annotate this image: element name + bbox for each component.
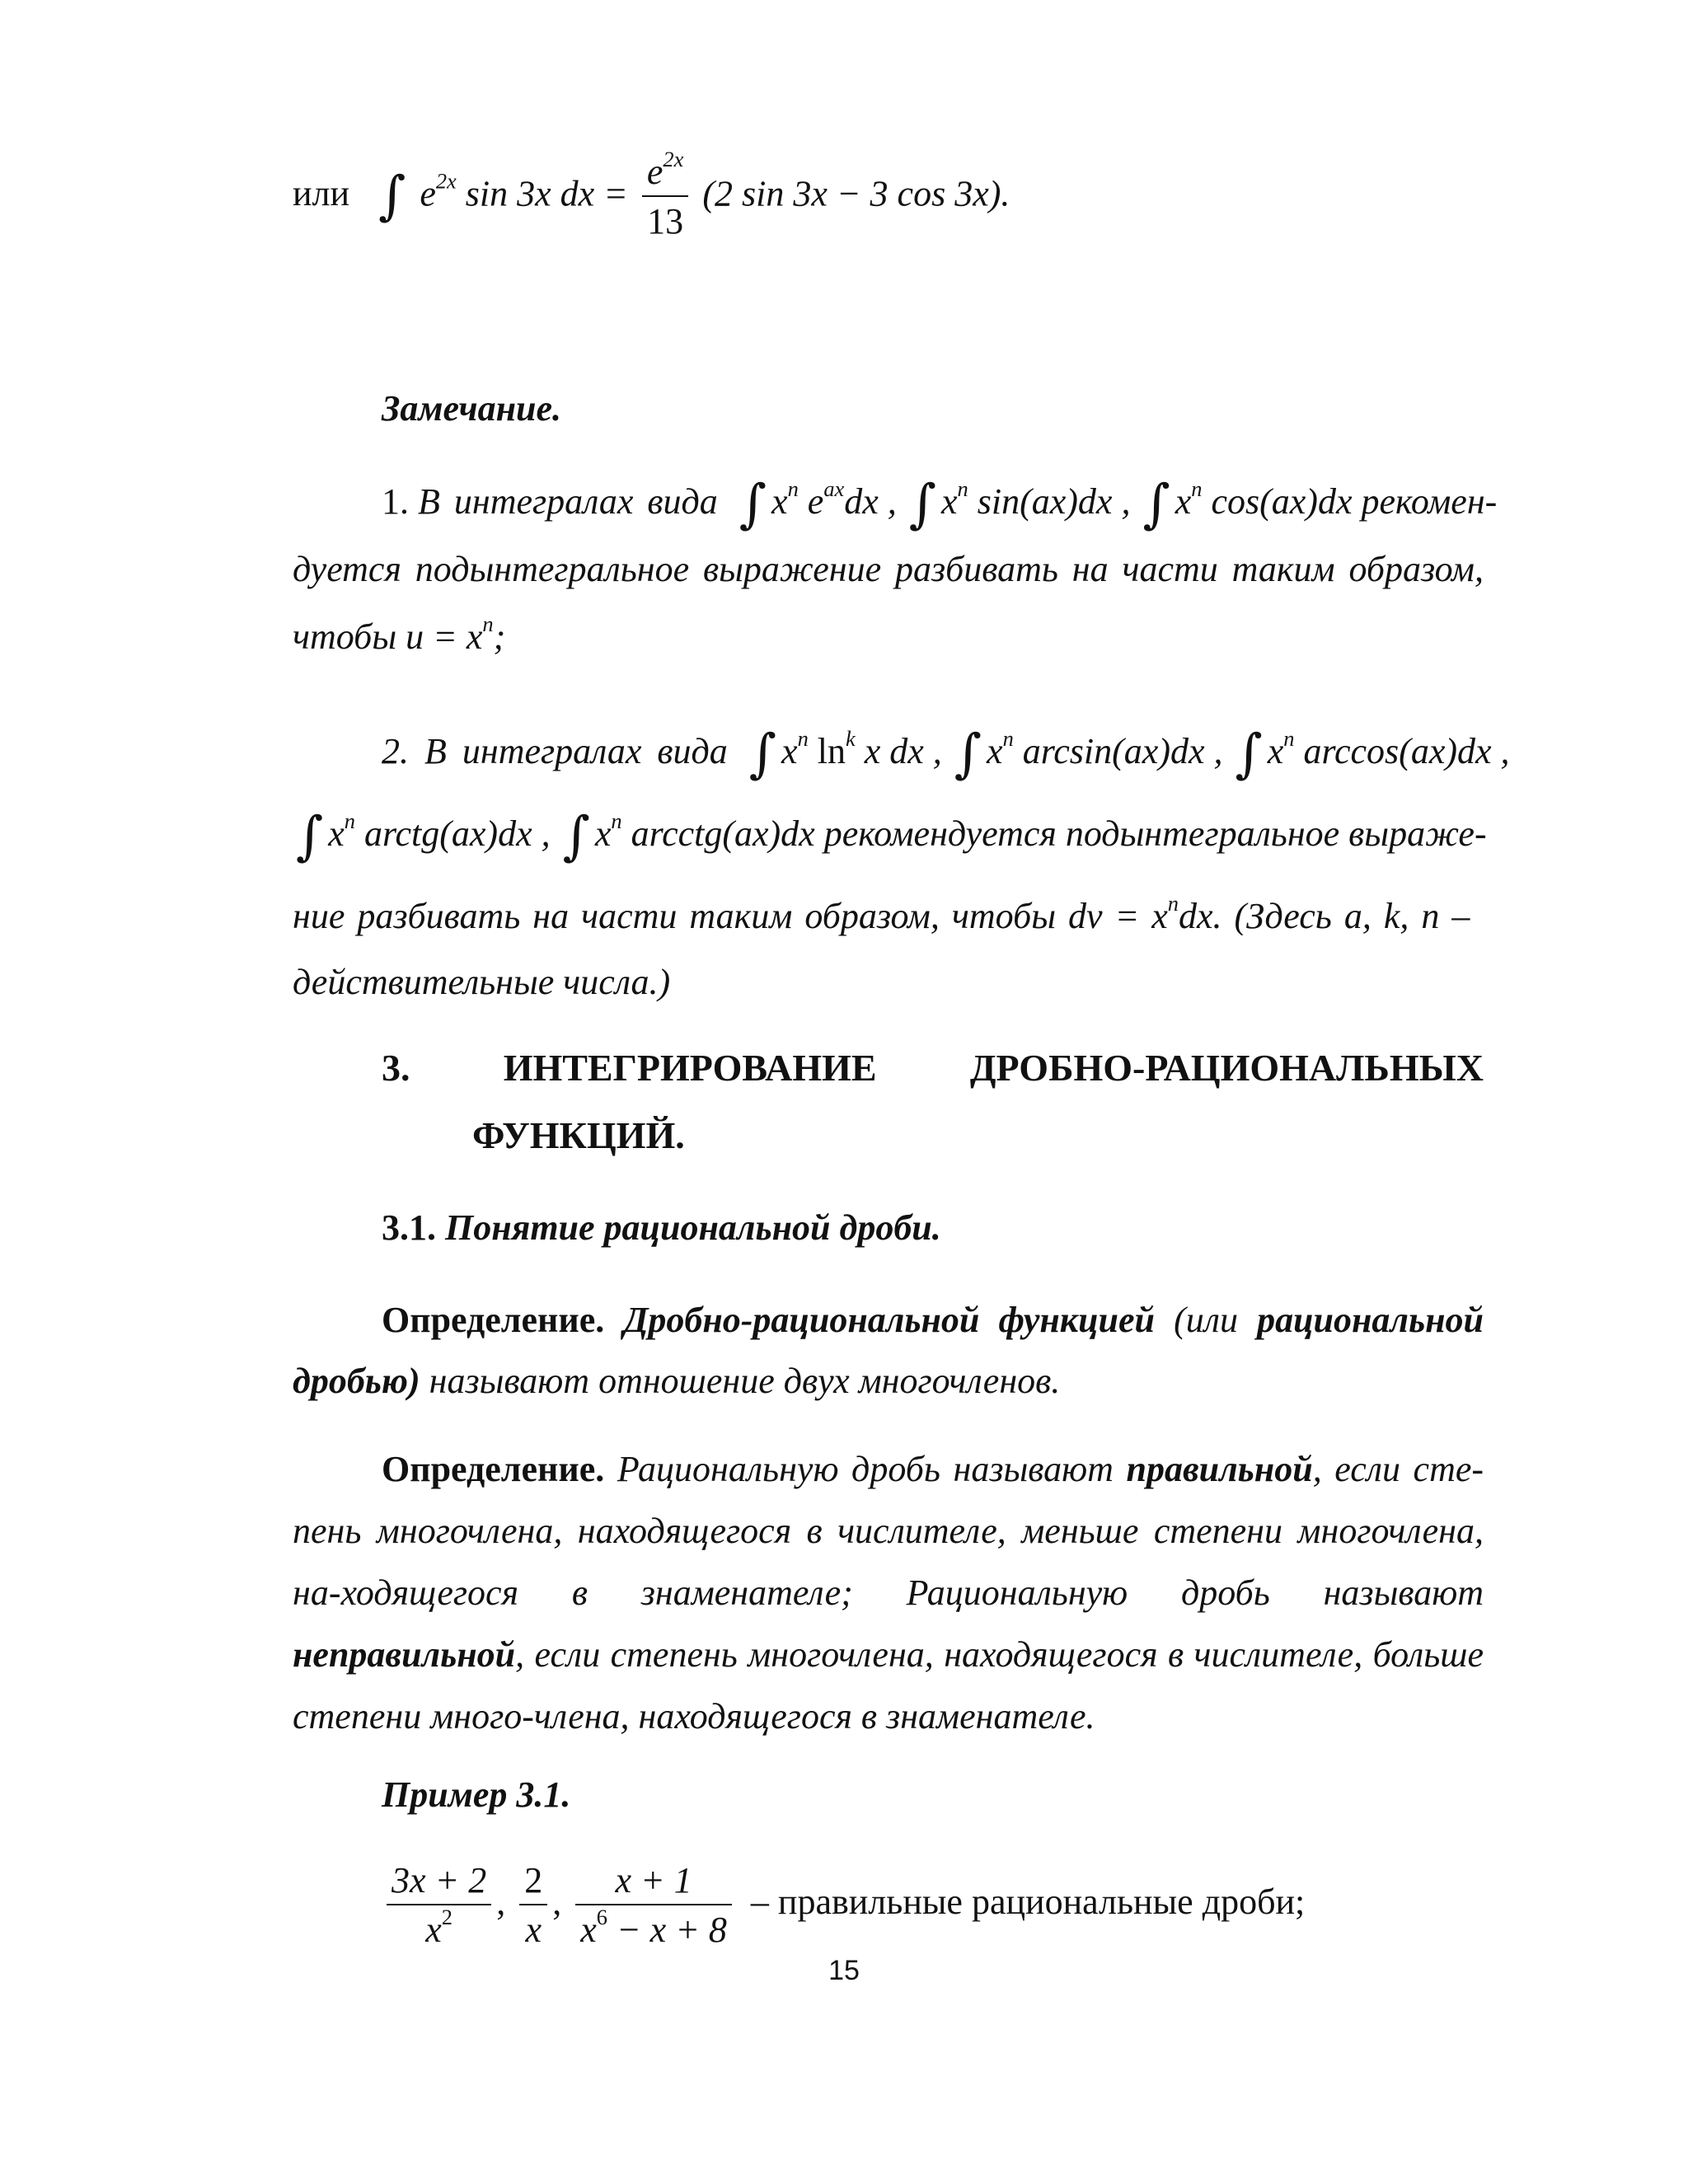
item2-line2 [293, 793, 1487, 875]
def2-label: Определение. [382, 1449, 605, 1489]
item2-text-b: ние разбивать на части таким образом, чтобы [293, 896, 1056, 936]
fraction-3-den-a: x [580, 1910, 597, 1951]
fraction-num-base: e [646, 152, 663, 192]
e5-tail: arcctg(ax)dx [621, 813, 815, 854]
expr1-exp: n [787, 476, 799, 501]
section-heading-line1 [293, 1034, 1484, 1102]
e2: x [987, 731, 1003, 771]
rhs: (2 sin 3x − 3 cos 3x). [702, 173, 1010, 214]
expr3-tail: cos(ax)dx [1202, 481, 1353, 522]
integral-sign: ∫ [748, 723, 777, 785]
fraction-3-num: x + 1 [575, 1861, 732, 1905]
example-title: Пример 3.1. [382, 1774, 571, 1815]
integral-sign: ∫ [562, 805, 590, 867]
item2-intro: 2. В интегралах вида [382, 731, 728, 771]
expr3-exp: n [1191, 476, 1203, 501]
fraction-3 [575, 1861, 732, 1951]
fraction-den: 13 [647, 201, 684, 242]
def1-term1: Дробно-рациональной функцией [623, 1300, 1156, 1340]
fraction [642, 146, 688, 242]
fraction-2-num: 2 [519, 1861, 547, 1905]
section-title-a: ИНТЕГРИРОВАНИЕ [503, 1047, 877, 1089]
expr1-e: e [798, 481, 824, 522]
def2-p2: , если сте-пень многочлена, находящегося в числителе, меньше степени многочлена, на-ходящегося в знаменателе; Рациональную дробь называют [293, 1449, 1484, 1613]
item1-text-b: дуется подынтегральное выражение разбивать на части таким образом, [293, 549, 1484, 589]
equation-top [293, 146, 1484, 242]
integral-sign: ∫ [954, 723, 982, 785]
e4-tail: arctg(ax)dx , [354, 813, 551, 854]
section-number: 3. [382, 1047, 410, 1089]
item1-text-c-line [293, 603, 1484, 671]
expr1-e-exp: ax [823, 476, 845, 501]
fraction-1 [387, 1861, 491, 1951]
dv-exp: n [1167, 890, 1179, 916]
e1-exp: n [797, 725, 809, 751]
e3-exp: n [1283, 725, 1295, 751]
remark-item-2 [293, 710, 1510, 1007]
section-title-line2: ФУНКЦИЙ. [472, 1114, 685, 1156]
example-caption: – правильные рациональные дроби; [750, 1882, 1306, 1923]
item2-text-d: действительные числа.) [293, 962, 671, 1002]
def1-label: Определение. [382, 1300, 605, 1340]
integral-sign: ∫ [738, 473, 767, 535]
expr1: x [771, 481, 788, 522]
separator-1: , [496, 1882, 506, 1923]
item1-text-c: чтобы [293, 616, 397, 657]
integral-sign: ∫ [296, 805, 324, 867]
e5-exp: n [611, 808, 622, 833]
e2-tail: arcsin(ax)dx , [1013, 731, 1223, 771]
definition-1 [293, 1290, 1484, 1412]
e1-tail: x dx , [855, 731, 942, 771]
item2-dash: – [1451, 896, 1470, 936]
separator-2: , [552, 1882, 562, 1923]
e4-exp: n [344, 808, 355, 833]
remark-item-1 [293, 468, 1498, 671]
subsection-number: 3.1. [382, 1207, 436, 1248]
def1-rest: называют отношение двух многочленов. [429, 1361, 1061, 1401]
lhs-base: e [420, 173, 436, 214]
integral-sign: ∫ [908, 473, 937, 535]
item2-text-a: рекомендуется подынтегральное выраже- [823, 813, 1487, 854]
remark-title: Замечание. [382, 388, 562, 429]
expr2-exp: n [957, 476, 968, 501]
section-title-b: ДРОБНО-РАЦИОНАЛЬНЫХ [969, 1047, 1484, 1089]
integral-sign: ∫ [1142, 473, 1170, 535]
e2-exp: n [1002, 725, 1014, 751]
fraction-2-den: x [525, 1910, 542, 1951]
fraction-1-den-exp: 2 [441, 1905, 452, 1930]
lhs-exponent: 2x [435, 168, 457, 194]
subsection-title: Понятие рациональной дроби. [445, 1207, 941, 1248]
item1-intro: В интегралах вида [418, 481, 718, 522]
remark-item-1-line1 [293, 468, 1498, 536]
dv-tail: dx [1178, 896, 1213, 936]
item2-text-c: . (Здесь [1212, 896, 1332, 936]
expr2-tail: sin(ax)dx , [968, 481, 1131, 522]
u-exp: n [482, 611, 494, 636]
integral-sign: ∫ [378, 166, 406, 227]
u-eq: u = x [406, 616, 483, 657]
expr1-tail: dx , [844, 481, 897, 522]
expr2: x [941, 481, 958, 522]
example-fractions [382, 1861, 1573, 1951]
fraction-3-den-exp: 6 [596, 1905, 607, 1930]
fraction-3-den-b: − x + 8 [607, 1910, 727, 1951]
item2-vars: a, k, n [1343, 896, 1440, 936]
e1: x [781, 731, 798, 771]
item1-number: 1. [382, 481, 409, 522]
lhs-rest: sin 3x dx = [456, 173, 628, 214]
e1-ln-exp: k [846, 725, 856, 751]
def1-term2: рациональной дробью) [293, 1300, 1484, 1401]
item1-text-a: рекомен- [1361, 481, 1498, 522]
item2-line3 [293, 875, 1484, 958]
def2-p1: Рациональную дробь называют [617, 1449, 1114, 1489]
item2-line1 [293, 710, 1510, 793]
fraction-num-exp: 2x [663, 146, 684, 171]
integral-sign: ∫ [1235, 723, 1263, 785]
equation-prefix: или [293, 173, 350, 214]
fraction-1-num: 3x + 2 [387, 1861, 491, 1905]
e1-ln: ln [808, 731, 846, 771]
e3: x [1267, 731, 1284, 771]
def2-p3: , если степень многочлена, находящегося в числителе, больше степени много-члена, находящегося в знаменателе. [293, 1634, 1484, 1736]
definition-2 [293, 1438, 1484, 1747]
fraction-1-den: x [425, 1910, 442, 1951]
expr3: x [1175, 481, 1192, 522]
def2-term2: неправильной [293, 1634, 516, 1675]
def2-term1: правильной [1126, 1449, 1313, 1489]
e4: x [328, 813, 345, 854]
section-heading [293, 1034, 1484, 1169]
page-number: 15 [828, 1955, 860, 1986]
dv: dv = x [1068, 896, 1168, 936]
def1-mid: (или [1174, 1300, 1238, 1340]
e3-tail: arccos(ax)dx , [1294, 731, 1510, 771]
e5: x [594, 813, 612, 854]
subsection-heading [382, 1205, 1573, 1250]
u-tail: ; [493, 616, 506, 657]
fraction-2 [519, 1861, 547, 1951]
